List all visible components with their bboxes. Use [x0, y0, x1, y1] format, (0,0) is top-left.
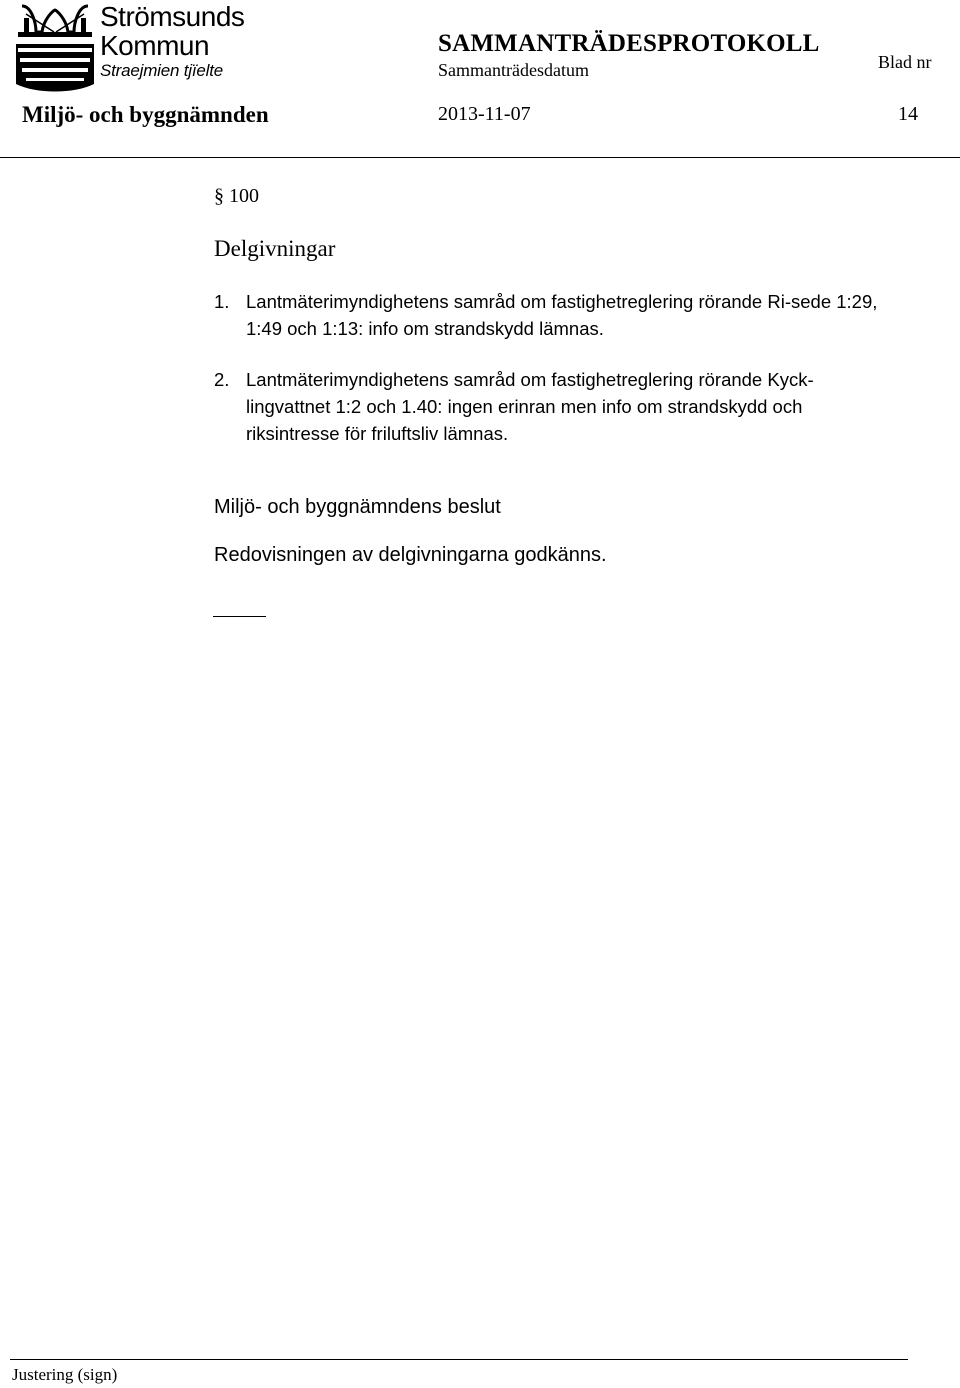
sheet-number-label: Blad nr	[878, 52, 932, 72]
bridge-emblem-icon	[14, 4, 96, 92]
list-item-number: 1.	[214, 291, 230, 312]
decision-heading: Miljö- och byggnämndens beslut	[214, 496, 501, 518]
header-divider	[0, 157, 960, 158]
list-item	[214, 288, 894, 342]
section-end-divider	[213, 616, 266, 617]
committee-name: Miljö- och byggnämnden	[22, 102, 269, 127]
list-item-text: Lantmäterimyndighetens samråd om fastighetreglering rörande Kyck-lingvattnet 1:2 och 1.40: ingen erinran men info om strandskydd och riksintresse för friluftsliv lämnas.	[246, 369, 814, 444]
signature-label: Justering (sign)	[12, 1365, 118, 1384]
meeting-date: 2013-11-07	[438, 103, 531, 125]
sheet-number: 14	[898, 103, 918, 125]
list-item-text: Lantmäterimyndighetens samråd om fastighetreglering rörande Ri-sede 1:29, 1:49 och 1:13: info om strandskydd lämnas.	[246, 291, 878, 339]
decision-text: Redovisningen av delgivningarna godkänns.	[214, 544, 607, 566]
date-label: Sammanträdesdatum	[438, 60, 589, 80]
section-title: Delgivningar	[214, 236, 336, 261]
municipality-logo	[14, 4, 96, 92]
logo-wordmark	[100, 2, 244, 82]
logo-tagline: Straejmien tjïelte	[100, 61, 224, 80]
list-item-number: 2.	[214, 369, 230, 390]
list-item	[214, 366, 894, 447]
logo-name: Strömsunds	[100, 1, 245, 32]
paragraph-number: § 100	[214, 185, 259, 207]
logo-name-line2: Kommun	[100, 30, 210, 61]
footer-divider	[10, 1359, 908, 1360]
document-type: SAMMANTRÄDESPROTOKOLL	[438, 30, 820, 57]
